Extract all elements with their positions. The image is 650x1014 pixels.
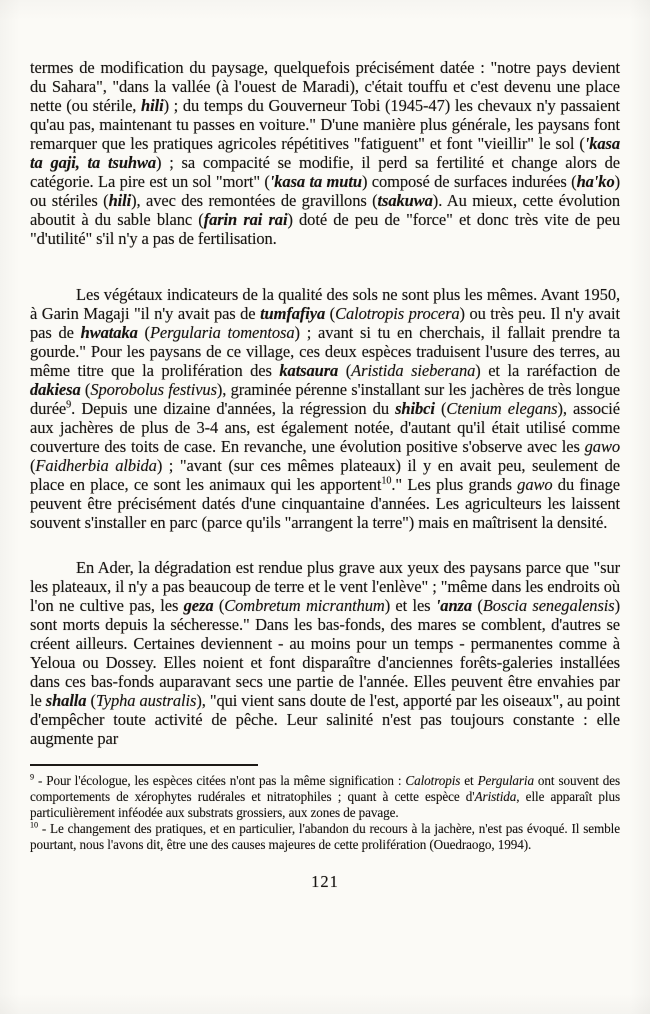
- text-run: Sporobolus festivus: [90, 380, 217, 399]
- text-run: hili: [108, 191, 132, 210]
- text-run: ) doté de peu de "force" et donc très vite de peu "d'utilité" s'il n'y a pas de fertilisation.: [30, 210, 621, 248]
- text-run: dakiesa: [30, 380, 81, 399]
- text-run: (: [137, 323, 150, 342]
- text-run: En Ader, la dégradation est rendue plus grave aux yeux des paysans parce que "sur les plateaux, il n'y a pas beaucoup de terre et le vent l'enlève" ; "même dans les endroits où l'on ne cultive pas, les: [30, 558, 620, 615]
- text-run: Boscia senegalensis: [482, 596, 615, 615]
- text-run: gawo: [517, 475, 553, 494]
- text-run: Les végétaux indicateurs de la qualité des sols ne sont plus les mêmes. Avant 1950, à Garin Magaji "il n'y avait pas de: [30, 285, 620, 323]
- text-run: ), avec des remontées de gravillons (: [131, 191, 378, 210]
- text-run: ) et la raréfaction de: [475, 361, 620, 380]
- text-run: ) sont morts depuis la sécheresse." Dans les bas-fonds, des mares se comblent, d'autres se créent ailleurs. Certaines deviennent - au moins pour un temps - permanentes comme à Yeloua ou Dossey. Elles noient et font disparaître d'anciennes forêts-galeries installées dans ces bas-fonds auparavant secs une partie de l'année. Elles peuvent être envahies par le: [30, 596, 620, 710]
- footnote: [30, 821, 620, 853]
- text-run: gawo: [584, 437, 620, 456]
- text-run: katsaura: [279, 361, 339, 380]
- text-run: Pergularia tomentosa: [149, 323, 295, 342]
- text-run: hwataka: [80, 323, 138, 342]
- text-run: ha'ko: [576, 172, 615, 191]
- paragraph: [30, 58, 620, 248]
- text-run: ), graminée pérenne s'installant sur les jachères de très longue durée: [30, 380, 621, 418]
- text-run: (: [434, 399, 447, 418]
- text-run: ). Au mieux, cette évolution aboutit à du sable blanc (: [30, 191, 620, 229]
- text-run: ." Les plus grands: [391, 475, 518, 494]
- text-run: - Le changement des pratiques, et en particulier, l'abandon du recours à la jachère, n'est pas évoqué. Il semble pourtant, nous l'avons dit, être une des causes majeures de cette prolifération (Ouedraogo, 1994).: [30, 821, 620, 852]
- text-run: Aristida sieberana: [351, 361, 476, 380]
- page-body: [30, 58, 620, 748]
- text-run: ) ; sa compacité se modifie, il perd sa fertilité et change alors de catégorie. La pire est un sol "mort" (: [30, 153, 621, 191]
- text-run: 'anza: [435, 596, 473, 615]
- footnote-separator: [30, 764, 258, 766]
- text-run: Typha australis: [95, 691, 197, 710]
- text-run: Ctenium elegans: [446, 399, 558, 418]
- text-run: - Pour l'écologue, les espèces citées n'ont pas la même signification :: [34, 773, 406, 788]
- text-run: shibci: [395, 399, 435, 418]
- text-run: et: [460, 773, 478, 788]
- text-run: Calotropis: [405, 773, 461, 788]
- text-run: Pergularia: [477, 773, 534, 788]
- page-number: 121: [311, 872, 339, 891]
- text-run: . Depuis une dizaine d'années, la régression du: [71, 399, 396, 418]
- footnote-reference: 10: [381, 475, 392, 487]
- footnotes-block: [30, 773, 620, 853]
- text-run: (: [86, 691, 96, 710]
- text-run: (: [213, 596, 225, 615]
- paragraph: [30, 558, 620, 748]
- text-run: ), "qui vient sans doute de l'est, apporté par les oiseaux", au point d'empêcher toute activité de pêche. Leur salinité n'est pas toujours constante : elle augmente par: [30, 691, 620, 748]
- text-run: (: [325, 304, 336, 323]
- text-run: geza: [183, 596, 214, 615]
- text-run: (: [472, 596, 483, 615]
- text-run: 'kasa ta mutu: [269, 172, 362, 191]
- text-run: 'kasa ta gaji, ta tsuhwa: [30, 134, 620, 172]
- text-run: ) ; avant si tu en cherchais, il fallait prendre ta gourde." Pour les paysans de ce village, ces deux espèces traduisent l'usure des terres, au même titre que la prolifération des: [30, 323, 621, 380]
- text-run: Combretum micranthum: [224, 596, 385, 615]
- text-run: (: [80, 380, 91, 399]
- text-run: Calotropis procera: [335, 304, 460, 323]
- text-run: Aristida: [474, 789, 517, 804]
- text-run: ) et les: [384, 596, 436, 615]
- text-run: tsakuwa: [377, 191, 433, 210]
- text-run: (: [30, 456, 36, 475]
- text-run: shalla: [45, 691, 87, 710]
- text-run: ) ; "avant (sur ces mêmes plateaux) il y en avait peu, seulement de place en place, ce sont les animaux qui les apportent: [30, 456, 620, 494]
- footnote-reference: 9: [66, 399, 72, 411]
- footnote-reference: 9: [30, 772, 34, 782]
- text-run: tumfafiya: [260, 304, 326, 323]
- text-run: farin rai rai: [203, 210, 288, 229]
- text-run: ) ou stériles (: [30, 172, 620, 210]
- text-run: Faidherbia albida: [35, 456, 157, 475]
- paragraph: [30, 285, 620, 532]
- text-run: (: [338, 361, 352, 380]
- footnote-reference: 10: [30, 820, 38, 830]
- text-run: du finage peuvent être précisément datés d'une cinquantaine d'années. Les agriculteurs les laissent souvent s'installer en parc (parce qu'ils "arrangent la terre") mais en maîtrisent la densité.: [30, 475, 620, 532]
- text-run: , elle apparaît plus particulièrement inféodée aux substrats grossiers, aux zones de pavage.: [30, 789, 620, 820]
- text-run: ) composé de surfaces indurées (: [361, 172, 577, 191]
- text-run: hili: [141, 96, 164, 115]
- text-run: ) ; du temps du Gouverneur Tobi (1945-47) les chevaux n'y passaient qu'au pas, maintenant tu passes en voiture." D'une manière plus générale, les paysans font remarquer que les pratiques agricoles répétitives "fatiguent" et font "vieillir" le sol (: [30, 96, 620, 153]
- text-run: termes de modification du paysage, quelquefois précisément datée : "notre pays devient du Sahara", "dans la vallée (à l'ouest de Maradi), c'était touffu et c'est devenu une place nette (ou stérile,: [30, 58, 620, 115]
- text-run: ) ou très peu. Il n'y avait pas de: [30, 304, 620, 342]
- footnote: [30, 773, 620, 821]
- text-run: ont souvent des comportements de xérophytes rudérales et nitratophiles ; quant à cette espèce d': [30, 773, 621, 804]
- text-run: ), associé aux jachères de plus de 3-4 ans, est également notée, d'autant qu'il était utilisé comme couverture des toits de case. En revanche, une évolution positive s'observe avec les: [30, 399, 620, 456]
